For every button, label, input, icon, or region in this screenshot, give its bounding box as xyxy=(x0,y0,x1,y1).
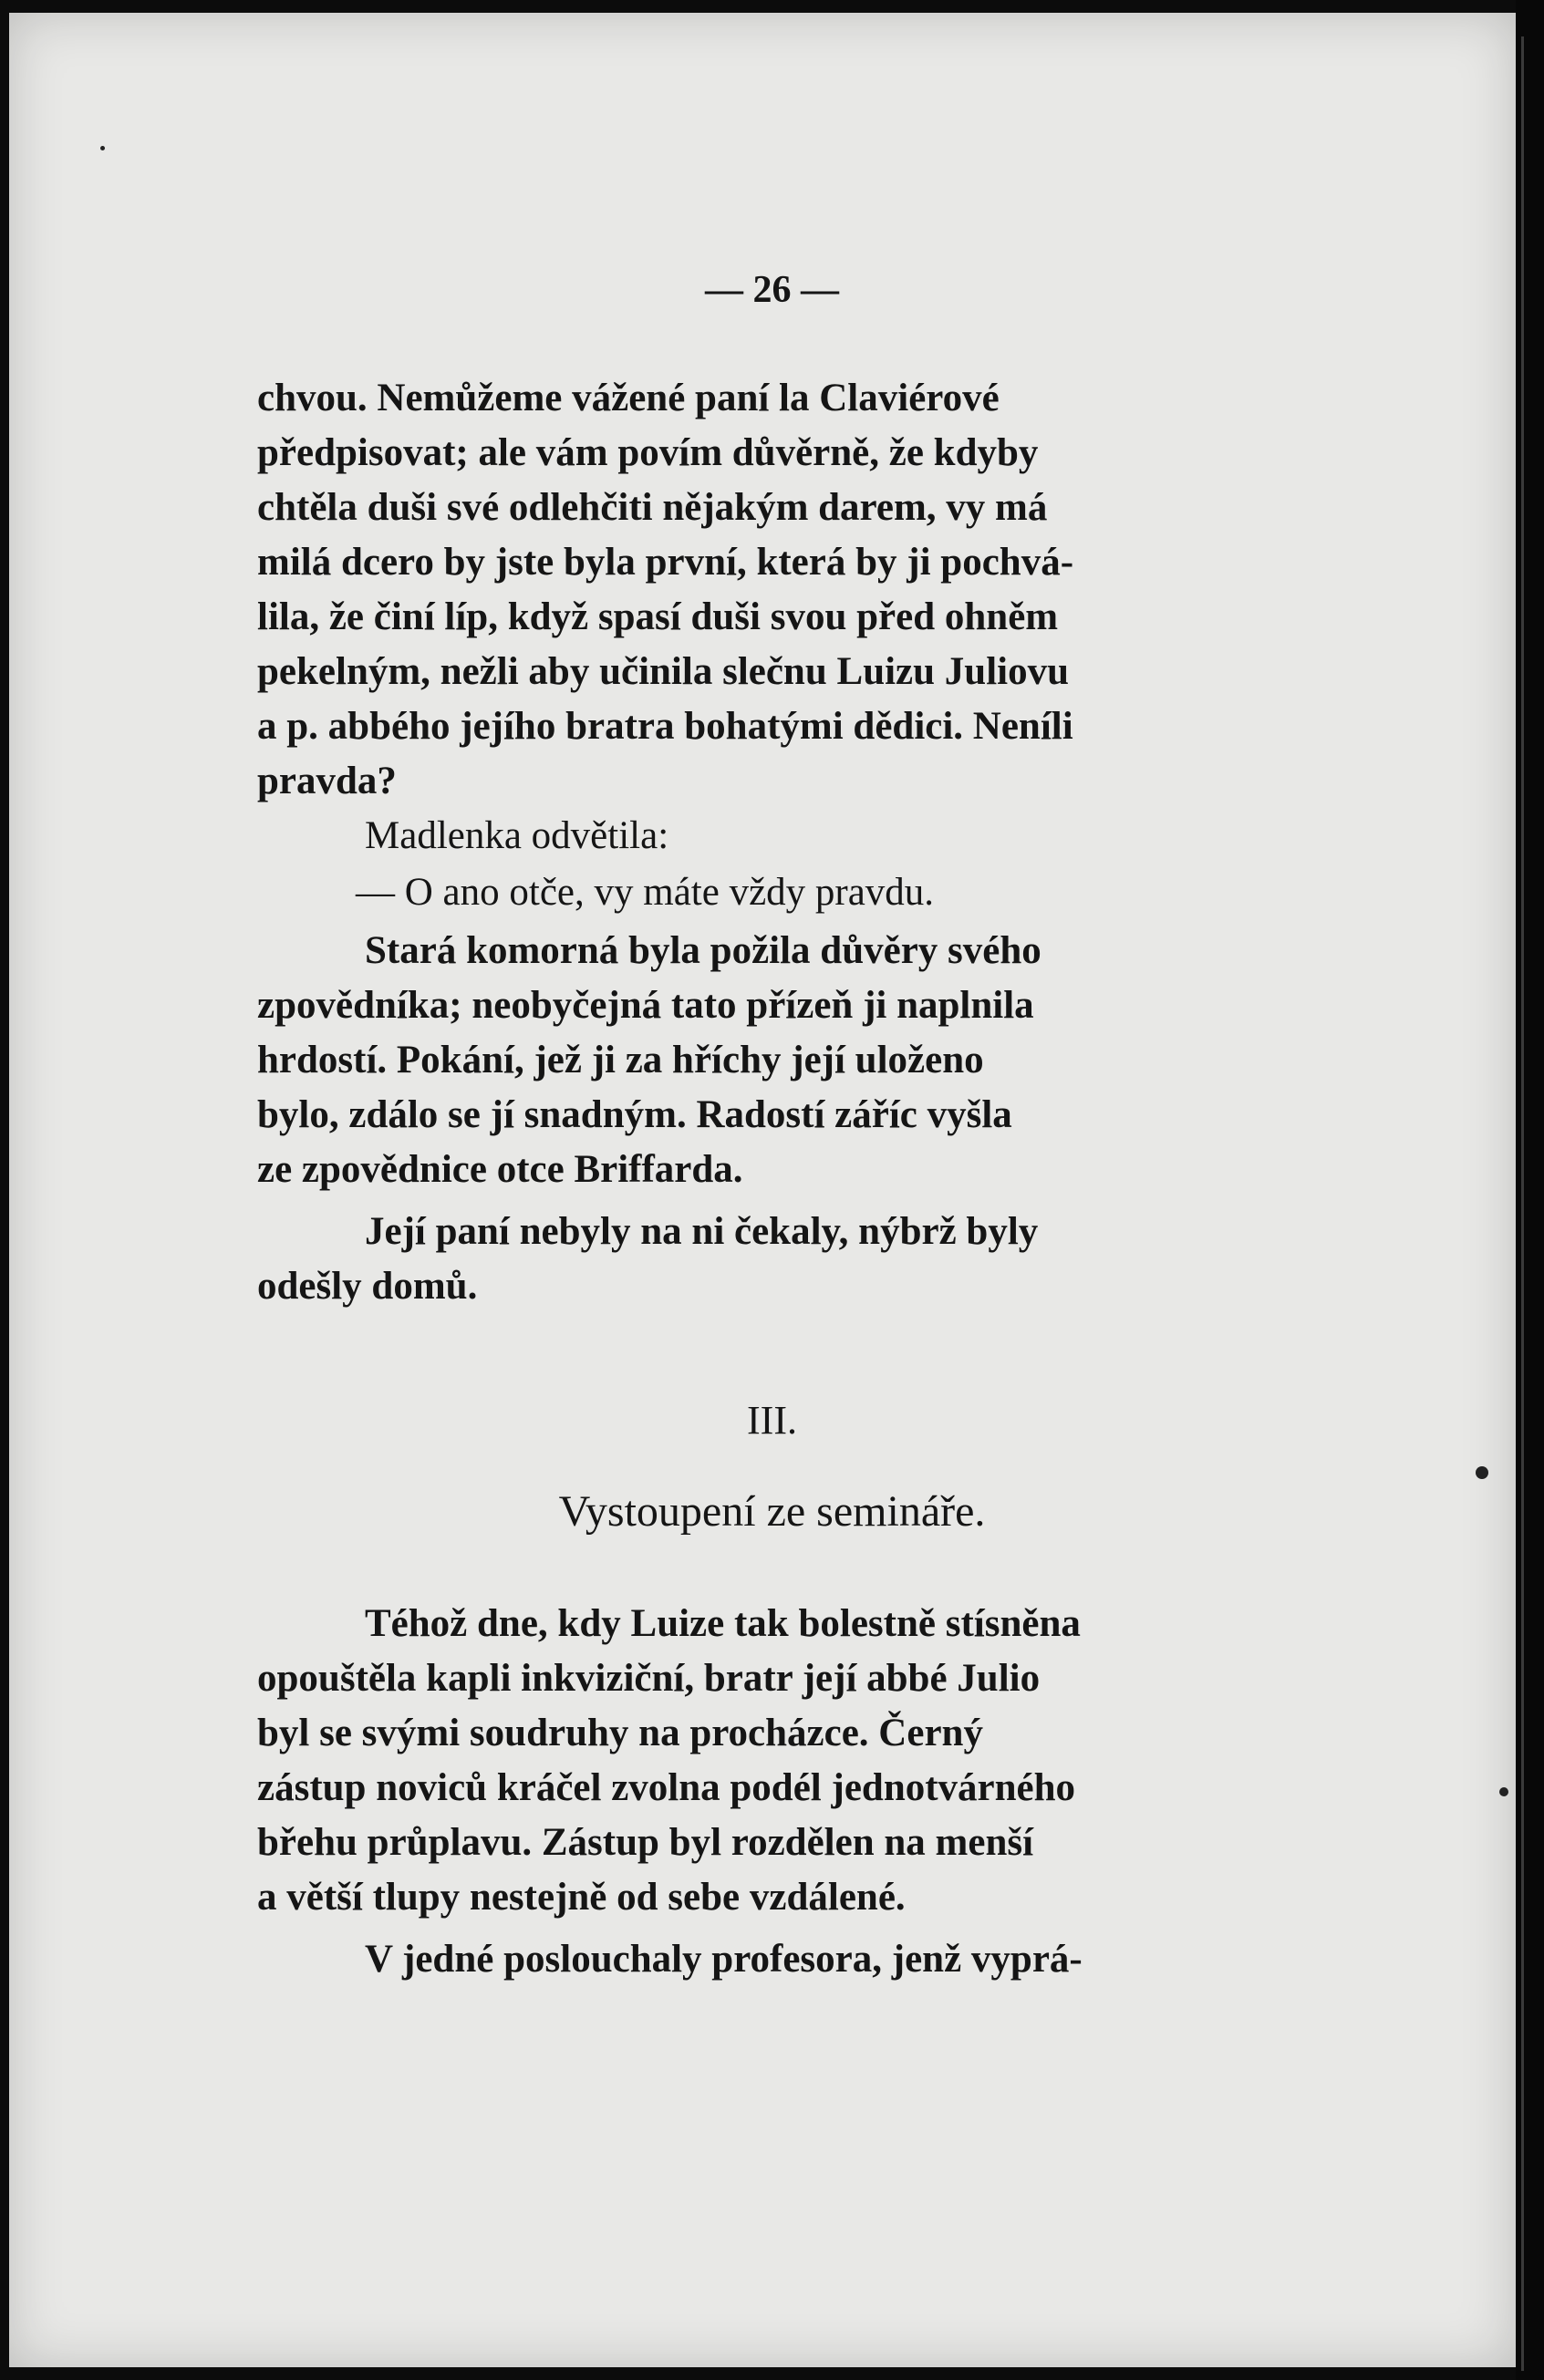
ink-speck xyxy=(1499,1787,1508,1796)
text-line: chtěla duši své odlehčiti nějakým darem, vy má xyxy=(257,486,1048,529)
text-line: byl se svými soudruhy na procházce. Černý xyxy=(257,1712,983,1754)
text-line: lila, že činí líp, když spasí duši svou před ohněm xyxy=(257,595,1059,638)
text-line: ze zpovědnice otce Briffarda. xyxy=(257,1148,743,1191)
text-line: V jedné poslouchaly profesora, jenž vyprá- xyxy=(365,1938,1083,1981)
text-line: Téhož dne, kdy Luize tak bolestně stísněna xyxy=(365,1602,1081,1645)
text-line: hrdostí. Pokání, jež ji za hříchy její uloženo xyxy=(257,1039,984,1081)
text-line: Madlenka odvětila: xyxy=(365,814,669,857)
text-line: opouštěla kapli inkviziční, bratr její abbé Julio xyxy=(257,1657,1041,1700)
text-line: pekelným, nežli aby učinila slečnu Luizu Juliovu xyxy=(257,650,1070,693)
text-line: zástup noviců kráčel zvolna podél jednotvárného xyxy=(257,1766,1076,1809)
text-line: milá dcero by jste byla první, která by ji pochvá- xyxy=(257,541,1074,584)
page-number: — 26 — xyxy=(705,269,839,311)
text-line: zpovědníka; neobyčejná tato přízeň ji naplnila xyxy=(257,984,1034,1027)
book-page xyxy=(9,13,1516,2367)
text-line: předpisovat; ale vám povím důvěrně, že kdyby xyxy=(257,431,1039,474)
section-title: Vystoupení ze semináře. xyxy=(558,1487,986,1536)
book-spine xyxy=(1516,0,1544,2380)
ink-speck xyxy=(1476,1466,1488,1479)
text-line: a p. abbého jejího bratra bohatými dědici. Neníli xyxy=(257,705,1073,748)
text-line: bylo, zdálo se jí snadným. Radostí záříc vyšla xyxy=(257,1093,1012,1136)
section-number: III. xyxy=(747,1398,797,1443)
text-line: chvou. Nemůžeme vážené paní la Claviérové xyxy=(257,377,1000,419)
text-line: — O ano otče, vy máte vždy pravdu. xyxy=(356,871,935,914)
text-line: Její paní nebyly na ni čekaly, nýbrž byly xyxy=(365,1210,1039,1253)
text-line: břehu průplavu. Zástup byl rozdělen na menší xyxy=(257,1821,1034,1864)
text-line: odešly domů. xyxy=(257,1265,478,1308)
text-line: a větší tlupy nestejně od sebe vzdálené. xyxy=(257,1876,906,1919)
text-line: pravda? xyxy=(257,760,397,802)
text-line: Stará komorná byla požila důvěry svého xyxy=(365,929,1041,972)
ink-speck xyxy=(100,146,105,150)
spine-edge xyxy=(1521,36,1524,2371)
